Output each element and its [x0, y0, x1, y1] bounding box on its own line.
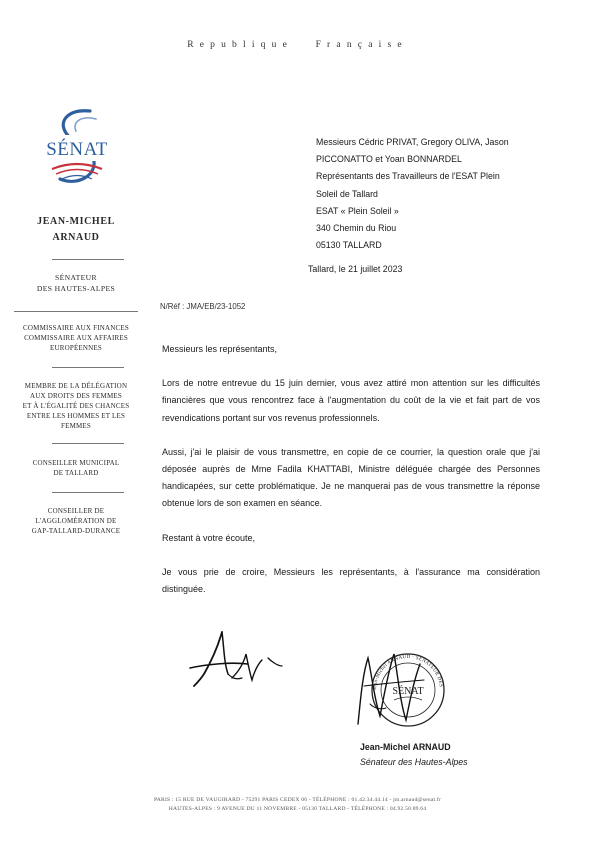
senator-role-line2: DES HAUTES-ALPES: [36, 284, 116, 293]
body-paragraph: Restant à votre écoute,: [162, 532, 256, 543]
footer-hautes-alpes-address: HAUTES-ALPES : 9 AVENUE DU 11 NOVEMBRE - 05130 TALLARD - TÉLÉPHONE : 04.92.50.89.64: [168, 806, 427, 812]
recipient-address: [316, 134, 566, 254]
logo-wordmark: SÉNAT: [46, 139, 108, 160]
recipient-line: 340 Chemin du Riou: [316, 223, 397, 234]
agglomeration-line: GAP-TALLARD-DURANCE: [31, 527, 121, 535]
delegation-line: MEMBRE DE LA DÉLÉGATION: [24, 382, 128, 390]
senat-logo: [38, 105, 116, 193]
handwritten-signature: [188, 628, 288, 690]
delegation-line: ENTRE LES HOMMES ET LES: [26, 412, 126, 420]
agglomeration-line: CONSEILLER DE: [47, 507, 105, 515]
recipient-line: ESAT « Plein Soleil »: [316, 205, 399, 216]
signatory-role: Sénateur des Hautes-Alpes: [360, 757, 468, 767]
letter-body: [162, 341, 540, 598]
seal-center-text: SÉNAT: [392, 686, 424, 697]
seal-ring-text: Jean-Michel ARNAUD · SÉNATEUR DES: [372, 654, 443, 691]
body-paragraph: Aussi, j'ai le plaisir de vous transmettre, en copie de ce courrier, la question orale que j'ai déposée auprès de Mme Fadila KHATTABI, Ministre déléguée chargée des Personnes handicapées, sur cette problématique. Je ne manquerai pas de vous transmettre la réponse obtenue lors de son examen en séance.: [162, 446, 540, 509]
divider: [52, 492, 124, 493]
council-block: [14, 458, 138, 478]
recipient-line: Messieurs Cédric PRIVAT, Gregory OLIVA, Jason: [316, 137, 509, 147]
council-line: CONSEILLER MUNICIPAL: [32, 459, 120, 467]
commission-block: [14, 323, 138, 353]
senator-role: [14, 272, 138, 294]
delegation-line: FEMMES: [61, 422, 91, 430]
delegation-line: AUX DROITS DES FEMMES: [30, 392, 122, 400]
council-line: DE TALLARD: [53, 469, 99, 477]
closing-paragraph: Je vous prie de croire, Messieurs les représentants, à l'assurance ma considération distinguée.: [162, 566, 540, 595]
body-paragraph: Lors de notre entrevue du 15 juin dernier, vous avez attiré mon attention sur les difficultés financières que vous rencontrez face à l'augmentation du coût de la vie et fait part de vos revendications portant sur vos revenus professionnels.: [162, 378, 540, 423]
delegation-block: [14, 381, 138, 431]
signatory-name: Jean-Michel ARNAUD: [360, 742, 451, 752]
senator-seal-stamp: [350, 646, 462, 730]
senator-name: [14, 214, 138, 246]
letter-date: Tallard, le 21 juillet 2023: [308, 264, 403, 274]
reference-number: N/Réf : JMA/EB/23-1052: [160, 302, 246, 311]
recipient-line: Représentants des Travailleurs de l'ESAT Plein: [316, 171, 500, 182]
agglomeration-line: L'AGGLOMÉRATION DE: [35, 517, 117, 525]
divider: [52, 259, 124, 260]
recipient-line: Soleil de Tallard: [316, 188, 378, 199]
senator-name-line2: ARNAUD: [52, 232, 100, 243]
divider: [52, 443, 124, 444]
divider: [14, 311, 138, 312]
republic-header: Republique Française: [187, 40, 408, 50]
agglomeration-block: [14, 506, 138, 536]
senator-name-line1: JEAN-MICHEL: [37, 216, 115, 227]
commission-line: COMMISSAIRE AUX FINANCES: [23, 324, 129, 332]
recipient-line: 05130 TALLARD: [316, 240, 382, 251]
footer-paris-address: PARIS : 15 RUE DE VAUGIRARD - 75291 PARIS CEDEX 06 - TÉLÉPHONE : 01.42.34.44.14 - jm.arnaud@senat.fr: [153, 797, 442, 803]
divider: [52, 367, 124, 368]
senator-role-line1: SÉNATEUR: [54, 273, 97, 282]
recipient-line: PICCONATTO et Yoan BONNARDEL: [316, 154, 462, 165]
commission-line: COMMISSAIRE AUX AFFAIRES: [24, 334, 128, 342]
delegation-line: ET À L'ÉGALITÉ DES CHANCES: [22, 402, 130, 410]
commission-line: EUROPÉENNES: [50, 344, 102, 352]
salutation: Messieurs les représentants,: [162, 344, 278, 354]
